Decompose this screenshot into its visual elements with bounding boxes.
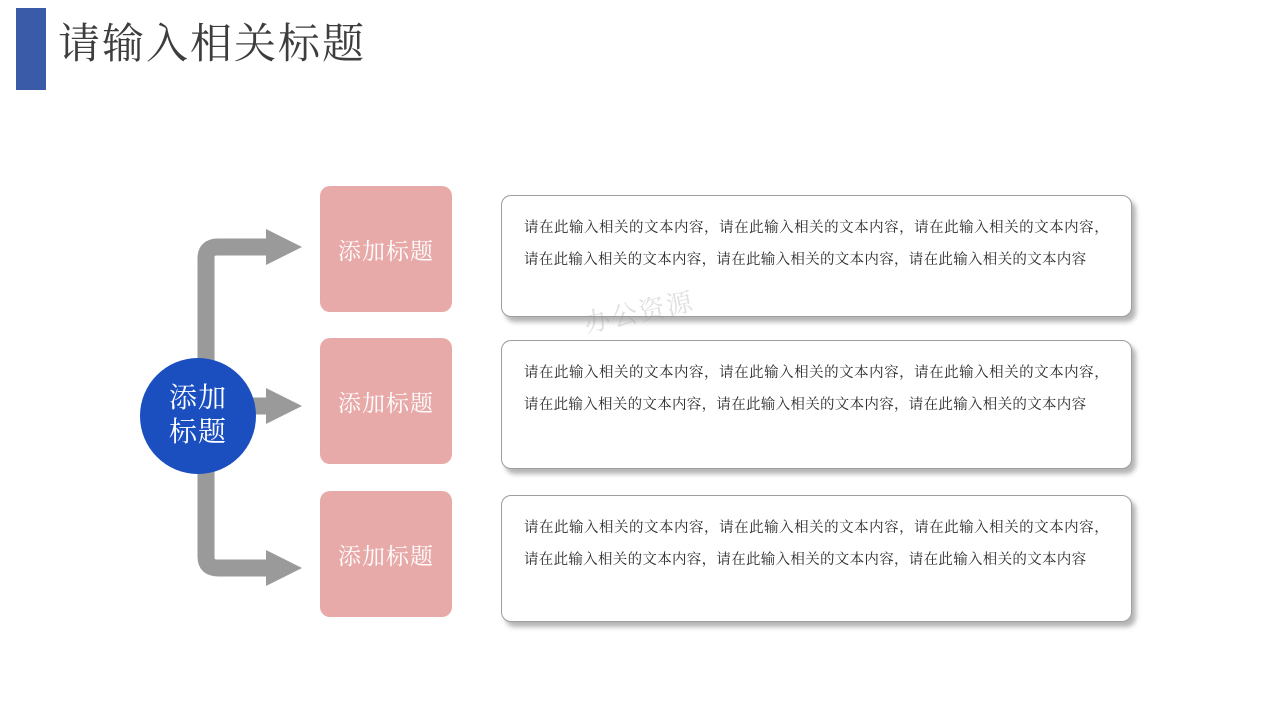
branch-text-card-2[interactable] — [501, 340, 1132, 469]
page-title: 请输入相关标题 — [58, 22, 367, 68]
slide-header — [0, 0, 1280, 95]
branch-text-body-3: 请在此输入相关的文本内容，请在此输入相关的文本内容，请在此输入相关的文本内容，请在此输入相关的文本内容，请在此输入相关的文本内容，请在此输入相关的文本内容 — [524, 520, 1109, 568]
branch-title-box-2[interactable] — [320, 338, 452, 464]
branch-title-label-3: 添加标题 — [338, 543, 434, 569]
diagram-canvas — [0, 95, 1280, 720]
branch-text-card-1[interactable] — [501, 195, 1132, 317]
branch-title-label-1: 添加标题 — [338, 238, 434, 264]
center-node-line2: 标题 — [168, 417, 227, 448]
header-accent-bar — [16, 8, 46, 90]
branch-title-box-3[interactable] — [320, 491, 452, 617]
branch-text-body-2: 请在此输入相关的文本内容，请在此输入相关的文本内容，请在此输入相关的文本内容，请在此输入相关的文本内容，请在此输入相关的文本内容，请在此输入相关的文本内容 — [524, 365, 1109, 413]
watermark-text: 办公资源 — [581, 286, 698, 339]
branch-title-box-1[interactable] — [320, 186, 452, 312]
branch-text-card-3[interactable] — [501, 495, 1132, 622]
center-node-line1: 添加 — [168, 383, 227, 414]
branch-text-body-1: 请在此输入相关的文本内容，请在此输入相关的文本内容，请在此输入相关的文本内容，请在此输入相关的文本内容，请在此输入相关的文本内容，请在此输入相关的文本内容 — [524, 220, 1109, 268]
branch-title-label-2: 添加标题 — [338, 390, 434, 416]
center-node[interactable] — [140, 358, 256, 474]
